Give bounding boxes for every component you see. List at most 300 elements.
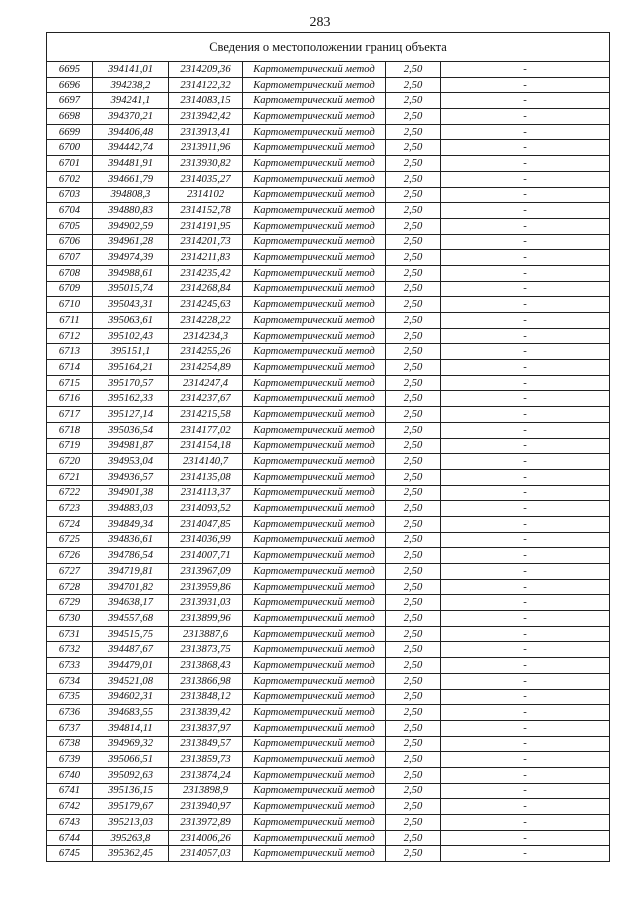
x-coordinate-cell: 394370,21 xyxy=(93,109,169,125)
description-cell: - xyxy=(441,642,610,658)
x-coordinate-cell: 395092,63 xyxy=(93,767,169,783)
method-cell: Картометрический метод xyxy=(243,250,386,266)
method-cell: Картометрический метод xyxy=(243,626,386,642)
accuracy-cell: 2,50 xyxy=(386,736,441,752)
table-row xyxy=(47,689,610,705)
accuracy-cell: 2,50 xyxy=(386,250,441,266)
x-coordinate-cell: 394683,55 xyxy=(93,705,169,721)
point-number-cell: 6704 xyxy=(47,203,93,219)
table-row xyxy=(47,93,610,109)
table-row xyxy=(47,265,610,281)
point-number-cell: 6699 xyxy=(47,124,93,140)
x-coordinate-cell: 394515,75 xyxy=(93,626,169,642)
y-coordinate-cell: 2313931,03 xyxy=(169,595,243,611)
point-number-cell: 6739 xyxy=(47,752,93,768)
y-coordinate-cell: 2314209,36 xyxy=(169,62,243,78)
x-coordinate-cell: 395043,31 xyxy=(93,297,169,313)
method-cell: Картометрический метод xyxy=(243,767,386,783)
accuracy-cell: 2,50 xyxy=(386,548,441,564)
point-number-cell: 6695 xyxy=(47,62,93,78)
y-coordinate-cell: 2313849,57 xyxy=(169,736,243,752)
method-cell: Картометрический метод xyxy=(243,328,386,344)
y-coordinate-cell: 2314268,84 xyxy=(169,281,243,297)
method-cell: Картометрический метод xyxy=(243,77,386,93)
point-number-cell: 6724 xyxy=(47,516,93,532)
accuracy-cell: 2,50 xyxy=(386,265,441,281)
description-cell: - xyxy=(441,611,610,627)
description-cell: - xyxy=(441,752,610,768)
method-cell: Картометрический метод xyxy=(243,140,386,156)
x-coordinate-cell: 395066,51 xyxy=(93,752,169,768)
point-number-cell: 6713 xyxy=(47,344,93,360)
point-number-cell: 6696 xyxy=(47,77,93,93)
table-row xyxy=(47,375,610,391)
y-coordinate-cell: 2314234,3 xyxy=(169,328,243,344)
x-coordinate-cell: 395102,43 xyxy=(93,328,169,344)
description-cell: - xyxy=(441,564,610,580)
description-cell: - xyxy=(441,454,610,470)
description-cell: - xyxy=(441,548,610,564)
point-number-cell: 6718 xyxy=(47,422,93,438)
method-cell: Картометрический метод xyxy=(243,124,386,140)
point-number-cell: 6719 xyxy=(47,438,93,454)
point-number-cell: 6731 xyxy=(47,626,93,642)
y-coordinate-cell: 2314047,85 xyxy=(169,516,243,532)
accuracy-cell: 2,50 xyxy=(386,281,441,297)
y-coordinate-cell: 2313899,96 xyxy=(169,611,243,627)
y-coordinate-cell: 2313839,42 xyxy=(169,705,243,721)
table-row xyxy=(47,548,610,564)
point-number-cell: 6722 xyxy=(47,485,93,501)
table-row xyxy=(47,281,610,297)
point-number-cell: 6712 xyxy=(47,328,93,344)
accuracy-cell: 2,50 xyxy=(386,124,441,140)
y-coordinate-cell: 2314154,18 xyxy=(169,438,243,454)
y-coordinate-cell: 2314083,15 xyxy=(169,93,243,109)
table-row xyxy=(47,438,610,454)
table-row xyxy=(47,124,610,140)
table-row xyxy=(47,783,610,799)
table-row xyxy=(47,140,610,156)
y-coordinate-cell: 2314254,89 xyxy=(169,360,243,376)
x-coordinate-cell: 394836,61 xyxy=(93,532,169,548)
y-coordinate-cell: 2314007,71 xyxy=(169,548,243,564)
table-row xyxy=(47,469,610,485)
point-number-cell: 6730 xyxy=(47,611,93,627)
y-coordinate-cell: 2314247,4 xyxy=(169,375,243,391)
accuracy-cell: 2,50 xyxy=(386,234,441,250)
description-cell: - xyxy=(441,391,610,407)
x-coordinate-cell: 394969,32 xyxy=(93,736,169,752)
y-coordinate-cell: 2314122,32 xyxy=(169,77,243,93)
y-coordinate-cell: 2313859,73 xyxy=(169,752,243,768)
x-coordinate-cell: 395263,8 xyxy=(93,830,169,846)
accuracy-cell: 2,50 xyxy=(386,783,441,799)
point-number-cell: 6709 xyxy=(47,281,93,297)
method-cell: Картометрический метод xyxy=(243,281,386,297)
x-coordinate-cell: 394241,1 xyxy=(93,93,169,109)
accuracy-cell: 2,50 xyxy=(386,564,441,580)
x-coordinate-cell: 394880,83 xyxy=(93,203,169,219)
accuracy-cell: 2,50 xyxy=(386,720,441,736)
accuracy-cell: 2,50 xyxy=(386,344,441,360)
y-coordinate-cell: 2314057,03 xyxy=(169,846,243,862)
description-cell: - xyxy=(441,799,610,815)
point-number-cell: 6711 xyxy=(47,313,93,329)
description-cell: - xyxy=(441,705,610,721)
table-row xyxy=(47,673,610,689)
method-cell: Картометрический метод xyxy=(243,360,386,376)
accuracy-cell: 2,50 xyxy=(386,360,441,376)
accuracy-cell: 2,50 xyxy=(386,516,441,532)
point-number-cell: 6716 xyxy=(47,391,93,407)
page-number: 283 xyxy=(309,15,331,30)
y-coordinate-cell: 2313959,86 xyxy=(169,579,243,595)
table-row xyxy=(47,391,610,407)
y-coordinate-cell: 2313873,75 xyxy=(169,642,243,658)
x-coordinate-cell: 394902,59 xyxy=(93,218,169,234)
x-coordinate-cell: 394936,57 xyxy=(93,469,169,485)
point-number-cell: 6735 xyxy=(47,689,93,705)
table-row xyxy=(47,501,610,517)
point-number-cell: 6720 xyxy=(47,454,93,470)
y-coordinate-cell: 2314201,73 xyxy=(169,234,243,250)
y-coordinate-cell: 2314177,02 xyxy=(169,422,243,438)
method-cell: Картометрический метод xyxy=(243,799,386,815)
description-cell: - xyxy=(441,281,610,297)
accuracy-cell: 2,50 xyxy=(386,501,441,517)
description-cell: - xyxy=(441,689,610,705)
y-coordinate-cell: 2314140,7 xyxy=(169,454,243,470)
description-cell: - xyxy=(441,422,610,438)
method-cell: Картометрический метод xyxy=(243,611,386,627)
accuracy-cell: 2,50 xyxy=(386,218,441,234)
table-row xyxy=(47,344,610,360)
point-number-cell: 6710 xyxy=(47,297,93,313)
y-coordinate-cell: 2314245,63 xyxy=(169,297,243,313)
accuracy-cell: 2,50 xyxy=(386,454,441,470)
point-number-cell: 6727 xyxy=(47,564,93,580)
point-number-cell: 6703 xyxy=(47,187,93,203)
x-coordinate-cell: 395164,21 xyxy=(93,360,169,376)
method-cell: Картометрический метод xyxy=(243,438,386,454)
point-number-cell: 6698 xyxy=(47,109,93,125)
method-cell: Картометрический метод xyxy=(243,846,386,862)
description-cell: - xyxy=(441,375,610,391)
boundary-coordinates-table xyxy=(46,32,610,862)
method-cell: Картометрический метод xyxy=(243,485,386,501)
accuracy-cell: 2,50 xyxy=(386,752,441,768)
description-cell: - xyxy=(441,156,610,172)
description-cell: - xyxy=(441,579,610,595)
point-number-cell: 6729 xyxy=(47,595,93,611)
description-cell: - xyxy=(441,344,610,360)
method-cell: Картометрический метод xyxy=(243,830,386,846)
x-coordinate-cell: 394406,48 xyxy=(93,124,169,140)
y-coordinate-cell: 2313911,96 xyxy=(169,140,243,156)
accuracy-cell: 2,50 xyxy=(386,689,441,705)
y-coordinate-cell: 2313942,42 xyxy=(169,109,243,125)
table-row xyxy=(47,767,610,783)
y-coordinate-cell: 2314035,27 xyxy=(169,171,243,187)
table-row xyxy=(47,626,610,642)
y-coordinate-cell: 2313887,6 xyxy=(169,626,243,642)
accuracy-cell: 2,50 xyxy=(386,485,441,501)
accuracy-cell: 2,50 xyxy=(386,611,441,627)
method-cell: Картометрический метод xyxy=(243,344,386,360)
table-row xyxy=(47,313,610,329)
x-coordinate-cell: 395036,54 xyxy=(93,422,169,438)
point-number-cell: 6700 xyxy=(47,140,93,156)
description-cell: - xyxy=(441,313,610,329)
x-coordinate-cell: 394974,39 xyxy=(93,250,169,266)
point-number-cell: 6740 xyxy=(47,767,93,783)
accuracy-cell: 2,50 xyxy=(386,171,441,187)
description-cell: - xyxy=(441,77,610,93)
y-coordinate-cell: 2313837,97 xyxy=(169,720,243,736)
accuracy-cell: 2,50 xyxy=(386,62,441,78)
description-cell: - xyxy=(441,171,610,187)
x-coordinate-cell: 394661,79 xyxy=(93,171,169,187)
method-cell: Картометрический метод xyxy=(243,736,386,752)
accuracy-cell: 2,50 xyxy=(386,93,441,109)
table-row xyxy=(47,250,610,266)
accuracy-cell: 2,50 xyxy=(386,626,441,642)
description-cell: - xyxy=(441,830,610,846)
x-coordinate-cell: 394786,54 xyxy=(93,548,169,564)
y-coordinate-cell: 2313913,41 xyxy=(169,124,243,140)
method-cell: Картометрический метод xyxy=(243,673,386,689)
x-coordinate-cell: 394883,03 xyxy=(93,501,169,517)
point-number-cell: 6745 xyxy=(47,846,93,862)
description-cell: - xyxy=(441,626,610,642)
point-number-cell: 6717 xyxy=(47,407,93,423)
accuracy-cell: 2,50 xyxy=(386,203,441,219)
y-coordinate-cell: 2313868,43 xyxy=(169,658,243,674)
accuracy-cell: 2,50 xyxy=(386,156,441,172)
table-row xyxy=(47,705,610,721)
accuracy-cell: 2,50 xyxy=(386,391,441,407)
method-cell: Картометрический метод xyxy=(243,407,386,423)
method-cell: Картометрический метод xyxy=(243,501,386,517)
table-row xyxy=(47,642,610,658)
table-row xyxy=(47,454,610,470)
point-number-cell: 6702 xyxy=(47,171,93,187)
description-cell: - xyxy=(441,109,610,125)
point-number-cell: 6725 xyxy=(47,532,93,548)
description-cell: - xyxy=(441,720,610,736)
accuracy-cell: 2,50 xyxy=(386,767,441,783)
method-cell: Картометрический метод xyxy=(243,469,386,485)
description-cell: - xyxy=(441,658,610,674)
point-number-cell: 6744 xyxy=(47,830,93,846)
x-coordinate-cell: 395015,74 xyxy=(93,281,169,297)
method-cell: Картометрический метод xyxy=(243,595,386,611)
table-row xyxy=(47,109,610,125)
method-cell: Картометрический метод xyxy=(243,454,386,470)
description-cell: - xyxy=(441,673,610,689)
table-row xyxy=(47,579,610,595)
point-number-cell: 6738 xyxy=(47,736,93,752)
table-row xyxy=(47,799,610,815)
x-coordinate-cell: 394701,82 xyxy=(93,579,169,595)
description-cell: - xyxy=(441,767,610,783)
x-coordinate-cell: 395162,33 xyxy=(93,391,169,407)
description-cell: - xyxy=(441,469,610,485)
accuracy-cell: 2,50 xyxy=(386,422,441,438)
y-coordinate-cell: 2314215,58 xyxy=(169,407,243,423)
point-number-cell: 6742 xyxy=(47,799,93,815)
point-number-cell: 6726 xyxy=(47,548,93,564)
description-cell: - xyxy=(441,532,610,548)
description-cell: - xyxy=(441,595,610,611)
table-row xyxy=(47,171,610,187)
accuracy-cell: 2,50 xyxy=(386,579,441,595)
table-row xyxy=(47,485,610,501)
y-coordinate-cell: 2314152,78 xyxy=(169,203,243,219)
x-coordinate-cell: 394521,08 xyxy=(93,673,169,689)
description-cell: - xyxy=(441,328,610,344)
method-cell: Картометрический метод xyxy=(243,62,386,78)
y-coordinate-cell: 2313898,9 xyxy=(169,783,243,799)
method-cell: Картометрический метод xyxy=(243,234,386,250)
description-cell: - xyxy=(441,736,610,752)
x-coordinate-cell: 394961,28 xyxy=(93,234,169,250)
y-coordinate-cell: 2313967,09 xyxy=(169,564,243,580)
method-cell: Картометрический метод xyxy=(243,156,386,172)
description-cell: - xyxy=(441,297,610,313)
description-cell: - xyxy=(441,265,610,281)
x-coordinate-cell: 394719,81 xyxy=(93,564,169,580)
description-cell: - xyxy=(441,438,610,454)
method-cell: Картометрический метод xyxy=(243,109,386,125)
accuracy-cell: 2,50 xyxy=(386,642,441,658)
x-coordinate-cell: 394557,68 xyxy=(93,611,169,627)
table-title: Сведения о местоположении границ объекта xyxy=(47,33,610,62)
method-cell: Картометрический метод xyxy=(243,815,386,831)
point-number-cell: 6728 xyxy=(47,579,93,595)
table-row xyxy=(47,203,610,219)
method-cell: Картометрический метод xyxy=(243,579,386,595)
x-coordinate-cell: 394141,01 xyxy=(93,62,169,78)
y-coordinate-cell: 2313866,98 xyxy=(169,673,243,689)
method-cell: Картометрический метод xyxy=(243,187,386,203)
x-coordinate-cell: 394988,61 xyxy=(93,265,169,281)
accuracy-cell: 2,50 xyxy=(386,438,441,454)
accuracy-cell: 2,50 xyxy=(386,469,441,485)
x-coordinate-cell: 394487,67 xyxy=(93,642,169,658)
accuracy-cell: 2,50 xyxy=(386,109,441,125)
x-coordinate-cell: 394849,34 xyxy=(93,516,169,532)
table-row xyxy=(47,360,610,376)
accuracy-cell: 2,50 xyxy=(386,297,441,313)
method-cell: Картометрический метод xyxy=(243,783,386,799)
description-cell: - xyxy=(441,783,610,799)
y-coordinate-cell: 2313848,12 xyxy=(169,689,243,705)
method-cell: Картометрический метод xyxy=(243,564,386,580)
point-number-cell: 6732 xyxy=(47,642,93,658)
description-cell: - xyxy=(441,815,610,831)
method-cell: Картометрический метод xyxy=(243,297,386,313)
description-cell: - xyxy=(441,407,610,423)
table-row xyxy=(47,156,610,172)
point-number-cell: 6714 xyxy=(47,360,93,376)
accuracy-cell: 2,50 xyxy=(386,313,441,329)
accuracy-cell: 2,50 xyxy=(386,532,441,548)
description-cell: - xyxy=(441,501,610,517)
method-cell: Картометрический метод xyxy=(243,171,386,187)
table-row xyxy=(47,297,610,313)
y-coordinate-cell: 2314228,22 xyxy=(169,313,243,329)
y-coordinate-cell: 2314135,08 xyxy=(169,469,243,485)
table-row xyxy=(47,611,610,627)
method-cell: Картометрический метод xyxy=(243,642,386,658)
description-cell: - xyxy=(441,218,610,234)
method-cell: Картометрический метод xyxy=(243,516,386,532)
table-row xyxy=(47,422,610,438)
table-row xyxy=(47,815,610,831)
y-coordinate-cell: 2314006,26 xyxy=(169,830,243,846)
y-coordinate-cell: 2313972,89 xyxy=(169,815,243,831)
point-number-cell: 6708 xyxy=(47,265,93,281)
method-cell: Картометрический метод xyxy=(243,705,386,721)
method-cell: Картометрический метод xyxy=(243,375,386,391)
table-row xyxy=(47,328,610,344)
point-number-cell: 6715 xyxy=(47,375,93,391)
x-coordinate-cell: 395136,15 xyxy=(93,783,169,799)
y-coordinate-cell: 2314211,83 xyxy=(169,250,243,266)
y-coordinate-cell: 2313940,97 xyxy=(169,799,243,815)
description-cell: - xyxy=(441,62,610,78)
table-row xyxy=(47,564,610,580)
accuracy-cell: 2,50 xyxy=(386,187,441,203)
x-coordinate-cell: 395127,14 xyxy=(93,407,169,423)
description-cell: - xyxy=(441,485,610,501)
description-cell: - xyxy=(441,234,610,250)
table-row xyxy=(47,736,610,752)
x-coordinate-cell: 394638,17 xyxy=(93,595,169,611)
description-cell: - xyxy=(441,360,610,376)
accuracy-cell: 2,50 xyxy=(386,658,441,674)
description-cell: - xyxy=(441,187,610,203)
description-cell: - xyxy=(441,203,610,219)
table-row xyxy=(47,62,610,78)
table-row xyxy=(47,532,610,548)
description-cell: - xyxy=(441,846,610,862)
point-number-cell: 6743 xyxy=(47,815,93,831)
y-coordinate-cell: 2314093,52 xyxy=(169,501,243,517)
accuracy-cell: 2,50 xyxy=(386,328,441,344)
y-coordinate-cell: 2314113,37 xyxy=(169,485,243,501)
x-coordinate-cell: 394481,91 xyxy=(93,156,169,172)
point-number-cell: 6707 xyxy=(47,250,93,266)
x-coordinate-cell: 395170,57 xyxy=(93,375,169,391)
x-coordinate-cell: 394814,11 xyxy=(93,720,169,736)
accuracy-cell: 2,50 xyxy=(386,77,441,93)
method-cell: Картометрический метод xyxy=(243,689,386,705)
method-cell: Картометрический метод xyxy=(243,422,386,438)
table-row xyxy=(47,407,610,423)
table-row xyxy=(47,595,610,611)
accuracy-cell: 2,50 xyxy=(386,815,441,831)
accuracy-cell: 2,50 xyxy=(386,673,441,689)
description-cell: - xyxy=(441,516,610,532)
y-coordinate-cell: 2313930,82 xyxy=(169,156,243,172)
description-cell: - xyxy=(441,140,610,156)
y-coordinate-cell: 2314237,67 xyxy=(169,391,243,407)
point-number-cell: 6721 xyxy=(47,469,93,485)
x-coordinate-cell: 395362,45 xyxy=(93,846,169,862)
